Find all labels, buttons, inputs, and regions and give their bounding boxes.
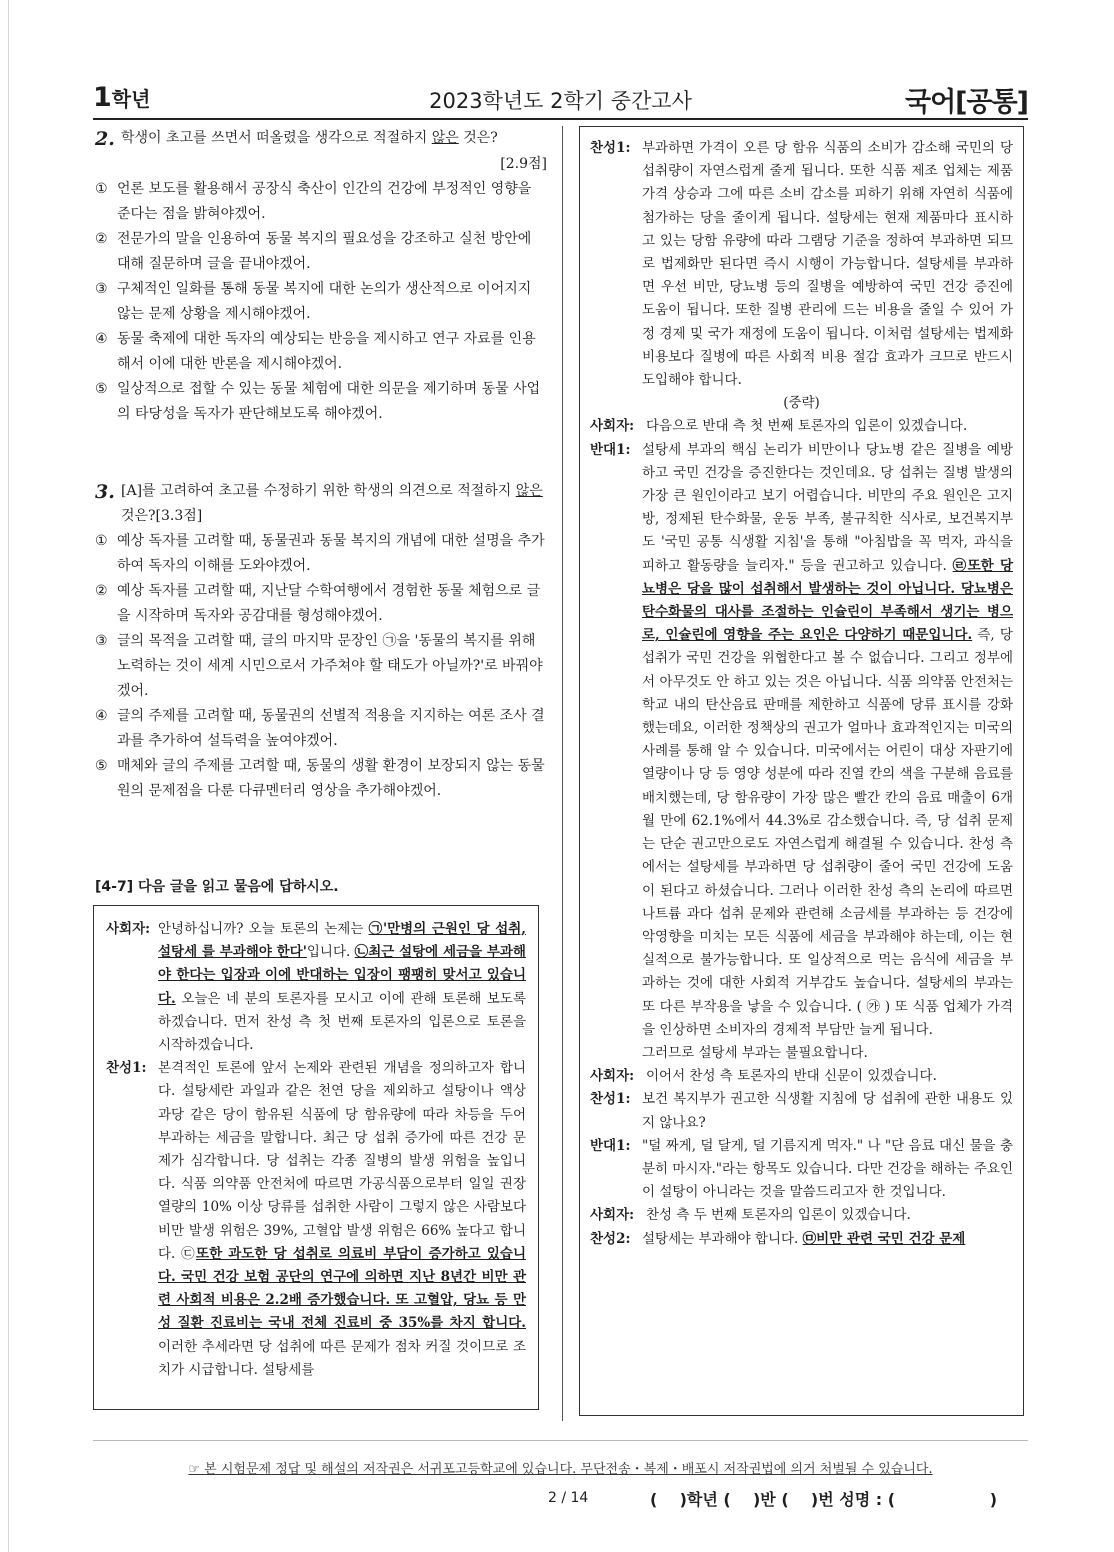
underlined-part-3: 또한 과도한 당 섭취로 의료비 부담이 증가하고 있습니다. 국민 건강 보험 공단의 연구에 의하면 지난 8년간 비만 관련 사회적 비용은 2.2배 증가했습니다. 또 고혈압, 당뇨 등 만성 질환 진료비는 국내 전체 진료비 중 35%를 차지 합니다.	[158, 1245, 526, 1332]
student-info-line: ( )학년 ( )반 ( )번 성명 : ( )	[650, 1490, 998, 1509]
footer-rule	[93, 1440, 1028, 1441]
stem-text: 학생이 초고를 쓰면서 떠올렸을 생각으로 적절하지	[121, 130, 432, 146]
speech-text	[158, 918, 526, 1057]
choice-mark: ④	[95, 331, 108, 347]
speaker-label: 반대1:	[590, 1137, 631, 1154]
choice-1[interactable]	[95, 529, 547, 579]
choice-text: 글의 목적을 고려할 때, 글의 마지막 문장인 ㉠을 '동물의 복지를 위해 노력하는 것이 세계 시민으로서 가주쳐야 할 태도가 아닐까?'로 바꿔야겠어.	[117, 633, 543, 699]
choice-3[interactable]	[95, 277, 547, 327]
grade-word: 학년	[111, 87, 151, 111]
question-number: 3.	[95, 481, 115, 503]
copyright-notice: ☞ 본 시험문제 정답 및 해설의 저작권은 서귀포고등학교에 있습니다. 무단전송・복제・배포시 저작권법에 의거 처벌될 수 있습니다.	[188, 1462, 933, 1477]
speaker-label: 찬성1:	[106, 1060, 147, 1077]
choice-4[interactable]	[95, 704, 547, 754]
choice-text: 예상 독자를 고려할 때, 지난달 수학여행에서 경험한 동물 체험으로 글을 시작하며 독자와 공감대를 형성해야겠어.	[117, 583, 541, 624]
choice-text: 매체와 글의 주제를 고려할 때, 동물의 생활 환경이 보장되지 않는 동물원의 문제점을 다룬 다큐멘터리 영상을 추가해야겠어.	[117, 758, 545, 799]
question-2	[95, 126, 547, 152]
choice-mark: ④	[95, 708, 108, 724]
choice-list	[95, 177, 547, 427]
passage-box-right	[579, 126, 1024, 1416]
left-column	[95, 126, 547, 804]
underlined-part-2: ㉡최근 설탕에 세금을 부과해야 한다는 입장과 이에 반대하는 입장이 팽팽히 맞서고 있습니다.	[158, 944, 526, 1007]
grade-number: 1	[93, 82, 112, 113]
question-stem	[121, 479, 547, 529]
choice-mark: ③	[95, 633, 108, 649]
speaker-pro1	[590, 1088, 1013, 1134]
choice-mark: ①	[95, 533, 108, 549]
speech-text: 부과하면 가격이 오른 당 함유 식품의 소비가 감소해 국민의 당 섭취량이 자연스럽게 줄게 됩니다. 또한 식품 제조 업체는 제품 가격 상승과 그에 따른 소비 감소를 피하기 위해 자연히 식품에 첨가하는 당을 줄이게 됩니다. 설탕세는 현재 제품마다 표시하고 있는 당함 유량에 따라 그램당 기준을 정하여 부과하면 되므로 법제화만 된다면 즉시 시행이 가능합니다. 설탕세를 부과하면 우선 비만, 당뇨병 등의 질병을 예방하여 국민 건강 증진에 도움이 됩니다. 또한 질병 관리에 드는 비용을 줄일 수 있어 가정 경제 및 국가 재정에 도움이 됩니다. 이처럼 설탕세는 법제화 비용보다 질병에 따른 사회적 비용 절감 효과가 크므로 반드시 도입해야 합니다.	[642, 140, 1013, 389]
choice-1[interactable]	[95, 177, 547, 227]
choice-text: 일상적으로 접할 수 있는 동물 체험에 대한 의문을 제기하며 동물 사업의 타당성을 독자가 판단해보도록 해야겠어.	[117, 381, 541, 422]
speaker-con1	[590, 1135, 1013, 1205]
speech-part: 본격적인 토론에 앞서 논제와 관련된 개념을 정의하고자 합니다. 설탕세란 과일과 같은 천연 당을 제외하고 설탕이나 액상 과당 같은 당이 함유된 식품에 당 함유량에 따라 차등을 두어 부과하는 세금을 말합니다. 최근 당 섭취 증가에 따른 건강 문제가 심각합니다. 당 섭취는 각종 질병의 발생 위험을 높입니다. 식품 의약품 안전처에 따르면 가공식품으로부터 일일 권장 열량의 10% 이상 당류를 섭취한 사람이 그렇지 않은 사람보다 비만 발생 위험은 39%, 고혈압 발생 위험은 66% 높다고 합니다. ㉢	[158, 1060, 526, 1262]
choice-2[interactable]	[95, 579, 547, 629]
choice-mark: ②	[95, 583, 108, 599]
choice-mark: ⑤	[95, 381, 108, 397]
speaker-label: 사회자:	[590, 418, 635, 435]
speech-part: 오늘은 네 분의 토론자를 모시고 이에 관해 토론해 보도록 하겠습니다. 먼저 찬성 측 첫 번째 토론자의 입론으로 토론을 시작하겠습니다.	[158, 990, 526, 1054]
speech-part: 그러므로 설탕세 부과는 불필요합니다.	[642, 1044, 868, 1061]
speaker-label: 사회자:	[590, 1207, 635, 1224]
points-label: [2.9점]	[500, 156, 547, 172]
stem-text: [A]를 고려하여 초고를 수정하기 위한 학생의 의견으로 적절하지	[121, 483, 516, 499]
speech-part: 입니다.	[306, 944, 355, 961]
speech-part: 설탕세 부과의 핵심 논리가 비만이나 당뇨병 같은 질병을 예방하고 국민 건강을 증진한다는 것인데요. 당 섭취는 질병 발생의 가장 큰 원인이라고 보기 어렵습니다. 비만의 주요 원인은 고지방, 정제된 탄수화물, 운동 부족, 불규칙한 식사로, 보건복지부도 '국민 공통 식생활 지침'을 통해 "아침밥을 꼭 먹자, 과식을 피하고 활동량을 늘리자." 등을 권고하고 있습니다.	[642, 441, 1013, 574]
choice-3[interactable]	[95, 629, 547, 704]
speaker-moderator	[106, 918, 526, 1057]
speaker-moderator	[590, 415, 1013, 438]
speaker-moderator	[590, 1065, 1013, 1088]
stem-text-end: 것은?[3.3점]	[121, 508, 203, 524]
passage-instruction: [4-7] 다음 글을 읽고 물음에 답하시오.	[95, 879, 339, 895]
page-edge	[8, 0, 9, 1552]
speech-text: 보건 복지부가 권고한 식생활 지침에 당 섭취에 관한 내용도 있지 않나요?	[642, 1091, 1013, 1131]
speech-text	[642, 439, 1013, 1065]
question-stem	[121, 126, 547, 152]
choice-text: 예상 독자를 고려할 때, 동물권과 동물 복지의 개념에 대한 설명을 추가하여 독자의 이해를 도와야겠어.	[117, 533, 545, 574]
choice-2[interactable]	[95, 227, 547, 277]
speaker-con1	[590, 439, 1013, 1065]
speaker-pro2	[590, 1228, 1013, 1251]
column-divider	[562, 126, 563, 1421]
speaker-label: 찬성2:	[590, 1230, 631, 1247]
question-3	[95, 479, 547, 529]
speech-text: 이어서 찬성 측 토론자의 반대 신문이 있겠습니다.	[646, 1068, 937, 1085]
exam-title: 2023학년도 2학기 중간고사	[429, 89, 692, 113]
header-rule	[93, 118, 1028, 120]
speaker-pro1	[106, 1057, 526, 1382]
speech-text: "덜 짜게, 덜 달게, 덜 기름지게 먹자." 나 "단 음료 대신 물을 충분히 마시자."라는 항목도 있습니다. 다만 건강을 해하는 주요인이 설탕이 아니라는 것을 말씀드리고자 한 것입니다.	[642, 1137, 1013, 1201]
omission-mark: (중략)	[783, 395, 820, 412]
choice-5[interactable]	[95, 377, 547, 427]
speaker-moderator	[590, 1204, 1013, 1227]
passage-box-left	[93, 905, 539, 1410]
choice-text: 구체적인 일화를 통해 동물 복지에 대한 논의가 생산적으로 이어지지 않는 문제 상황을 제시해야겠어.	[117, 281, 532, 322]
speaker-label: 사회자:	[590, 1068, 635, 1085]
underlined-part-4: ㉣또한 당뇨병은 당을 많이 섭취해서 발생하는 것이 아닙니다. 당뇨병은 탄수화물의 대사를 조절하는 인슐린이 부족해서 생기는 병으로, 인슐린에 영향을 주는 요인은 다양하기 때문입니다.	[642, 557, 1013, 644]
choice-mark: ③	[95, 281, 108, 297]
speech-text: 찬성 측 두 번째 토론자의 입론이 있겠습니다.	[646, 1207, 911, 1224]
choice-text: 전문가의 말을 인용하여 동물 복지의 필요성을 강조하고 실천 방안에 대해 질문하며 글을 끝내야겠어.	[117, 231, 532, 272]
speech-part: 즉, 당 섭취가 국민 건강을 위협한다고 볼 수 없습니다. 그리고 정부에서 아무것도 안 하고 있는 것은 아닙니다. 식품 의약품 안전처는 학교 내의 탄산음료 판매를 제한하고 식품에 당류 표시를 강화했는데요, 이러한 정책상의 권고가 얼마나 효과적인지는 미국의 사례를 통해 알 수 있습니다. 미국에서는 어린이 대상 자판기에 열량이나 당 등 영양 성분에 따라 진열 칸의 색을 구분해 음료를 배치했는데, 당 함유량이 가장 많은 빨간 칸의 음료 매출이 6개월 만에 62.1%에서 44.3%로 감소했습니다. 즉, 당 섭취 문제는 단순 권고만으로도 자연스럽게 해결될 수 있습니다. 찬성 측에서는 설탕세를 부과하면 당 섭취량이 줄어 국민 건강에 도움이 된다고 하셨습니다. 그러나 이러한 찬성 측의 논리에 따르면 나트륨 과다 섭취 문제와 관련해 소금세를 부과하는 등 건강에 악영향을 미치는 모든 식품에 세금을 부과해야 하는데, 이는 현실적으로 불가능합니다. 또 일상적으로 먹는 음식에 세금을 부과하는 것에 대한 사회적 거부감도 높습니다. 설탕세의 부과는 또 다른 부작용을 낳을 수 있습니다. ( ㉮ ) 또 식품 업체가 가격을 인상하면 소비자의 경제적 부담만 늘게 됩니다.	[642, 627, 1013, 1038]
speech-part: 안녕하십니까? 오늘 토론의 논제는	[158, 921, 369, 937]
stem-emphasis: 않은	[431, 130, 459, 146]
choice-list	[95, 529, 547, 804]
choice-text: 글의 주제를 고려할 때, 동물권의 선별적 적용을 지지하는 여론 조사 결과를 추가하여 설득력을 높여야겠어.	[117, 708, 545, 749]
choice-mark: ②	[95, 231, 108, 247]
choice-mark: ①	[95, 181, 108, 197]
speech-text	[642, 1228, 1013, 1251]
page-header	[93, 80, 1028, 118]
choice-text: 동물 축제에 대한 독자의 예상되는 반응을 제시하고 연구 자료를 인용해서 이에 대한 반론을 제시해야겠어.	[117, 331, 536, 372]
speaker-label: 사회자:	[106, 921, 151, 937]
choice-4[interactable]	[95, 327, 547, 377]
choice-5[interactable]	[95, 754, 547, 804]
speech-text: 다음으로 반대 측 첫 번째 토론자의 입론이 있겠습니다.	[646, 418, 968, 435]
speaker-label: 반대1:	[590, 441, 631, 458]
page-number: 2 / 14	[548, 1490, 589, 1506]
choice-mark: ⑤	[95, 758, 108, 774]
stem-emphasis: 않은	[515, 483, 543, 499]
subject-title: 국어[공통]	[904, 87, 1028, 118]
question-number: 2.	[95, 128, 115, 150]
choice-text: 언론 보도를 활용해서 공장식 축산이 인간의 건강에 부정적인 영향을 준다는 점을 밝혀야겠어.	[117, 181, 532, 222]
speaker-label: 찬성1:	[590, 140, 631, 156]
stem-text-end: 것은?	[458, 130, 498, 146]
underlined-part-5: ㉤비만 관련 국민 건강 문제	[802, 1230, 966, 1247]
speech-part: 설탕세는 부과해야 합니다.	[642, 1230, 803, 1247]
speaker-pro1-cont	[590, 137, 1013, 392]
underlined-part-1: ㉠'만병의 근원인 당 섭취, 설탕세 를 부과해야 한다'	[158, 921, 526, 961]
speaker-label: 찬성1:	[590, 1091, 631, 1108]
speech-text	[158, 1057, 526, 1382]
speech-part: 이러한 추세라면 당 섭취에 따른 문제가 점차 커질 것이므로 조치가 시급합니다. 설탕세를	[158, 1338, 526, 1378]
